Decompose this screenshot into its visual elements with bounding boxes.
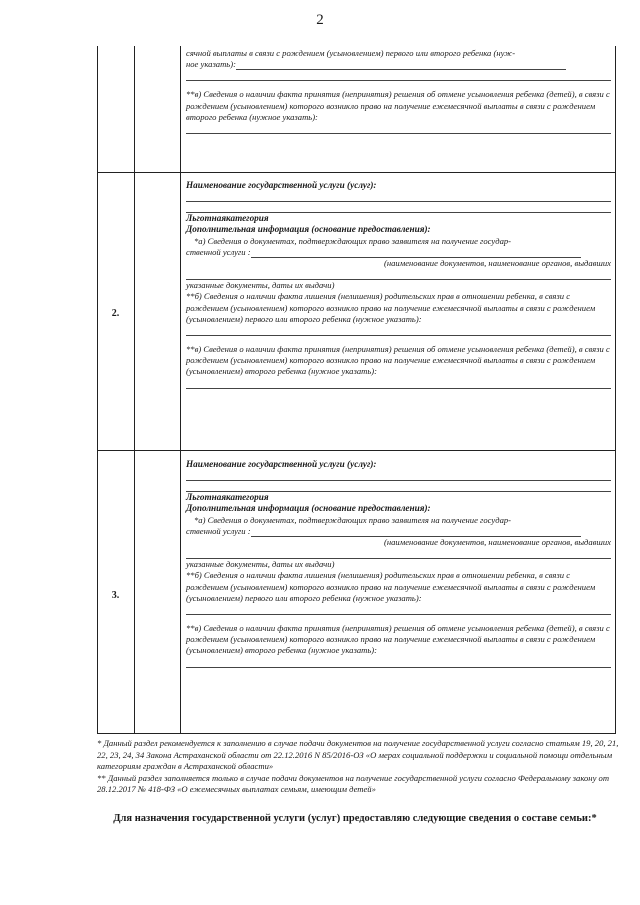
row-3-b-blank-line[interactable]	[186, 604, 611, 615]
row-2-service-field-2[interactable]	[186, 202, 611, 213]
footnote-1: * Данный раздел рекомендуется к заполнению в случае подачи документов на получение государственной услуги согласно статьям 19, 20, 21, 22, 23, 24, 34 Закона Астраханской области от 22.12.2016 N 85/2016-ОЗ «О мерах социальной поддержки и социальной помощи отдельным категориям граждан в Астраханской области»	[97, 738, 619, 771]
row-1-line-1: сячной выплаты в связи с рождением (усыновлением) первого или второго ребенка (нуж-	[186, 48, 516, 58]
row-2-b-blank-line[interactable]	[186, 325, 611, 336]
row-3-content	[186, 459, 611, 668]
row-3-documents-field[interactable]	[251, 527, 581, 537]
row-3-service-field[interactable]	[186, 470, 611, 481]
row-3-para-a-line-3: указанные документы, даты их выдачи)	[186, 559, 335, 570]
row-3-para-a-line-1: *а) Сведения о документах, подтверждающих право заявителя на получение государ-	[194, 514, 512, 525]
row-2-service-field[interactable]	[186, 191, 611, 202]
row-2-para-a-line-1: *а) Сведения о документах, подтверждающих право заявителя на получение государ-	[194, 235, 512, 246]
row-3-para-a-hint: (наименование документов, наименование органов, выдавших	[384, 537, 611, 548]
row-2-number: 2.	[111, 308, 120, 319]
row-3-number: 3.	[111, 590, 120, 601]
row-2-content	[186, 180, 611, 389]
row-3-extra-info-label: Дополнительная информация (основание предоставления):	[186, 503, 431, 514]
row-1-line-2: ное указать):	[186, 59, 236, 70]
row-3-c-blank-line[interactable]	[186, 657, 611, 668]
row-2-extra-info-label: Дополнительная информация (основание предоставления):	[186, 224, 431, 235]
row-3-paragraph-b: **б) Сведения о наличии факта лишения (нелишения) родительских прав в отношении ребенка, в связи с рождением (усыновлением) которого возникло право на получение ежемесячной выплаты в связи с рождением (усыновлением) первого или второго ребенка (нужное указать):	[186, 570, 596, 603]
row-1-paragraph-c: **в) Сведения о наличии факта принятия (непринятия) решения об отмене усыновления ребенка (детей), в связи с рождением (усыновлением) которого возникло право на получение ежемесячной выплаты в связи с рождением второго ребенка (нужное указать):	[186, 89, 610, 122]
row-2-documents-field-2[interactable]	[186, 269, 611, 280]
row-1-content	[186, 48, 611, 134]
row-3-documents-field-2[interactable]	[186, 548, 611, 559]
row-2-para-a-line-3: указанные документы, даты их выдачи)	[186, 280, 335, 291]
row-1-c-blank-line[interactable]	[186, 123, 611, 134]
row-2-para-a-hint: (наименование документов, наименование органов, выдавших	[384, 258, 611, 269]
footnotes	[97, 738, 619, 796]
row-2-paragraph-c: **в) Сведения о наличии факта принятия (непринятия) решения об отмене усыновления ребенка (детей), в связи с рождением (усыновлением) которого возникло право на получение ежемесячной выплаты в связи с рождением (усыновлением) второго ребенка (нужное указать):	[186, 344, 610, 377]
row-2-para-a-line-2: ственной услуги :	[186, 246, 251, 257]
row-1-blank-line[interactable]	[186, 70, 611, 81]
row-3-para-a-line-2: ственной услуги :	[186, 525, 251, 536]
row-2-category-label: Льготнаякатегория	[186, 213, 269, 224]
family-composition-heading: Для назначения государственной услуги (услуг) предоставляю следующие сведения о составе семьи:*	[113, 813, 597, 824]
row-3-category-label: Льготнаякатегория	[186, 492, 269, 503]
page-number: 2	[316, 12, 324, 28]
row-3-paragraph-c: **в) Сведения о наличии факта принятия (непринятия) решения об отмене усыновления ребенка (детей), в связи с рождением (усыновлением) которого возникло право на получение ежемесячной выплаты в связи с рождением (усыновлением) второго ребенка (нужное указать):	[186, 623, 610, 656]
application-form-table	[97, 46, 616, 734]
footnote-2: ** Данный раздел заполняется только в случае подачи документов на получение государственной услуги согласно Федеральному закону от 28.12.2017 № 418-ФЗ «О ежемесячных выплатах семьям, имеющим детей»	[97, 772, 610, 794]
row-2-c-blank-line[interactable]	[186, 378, 611, 389]
row-3-service-label: Наименование государственной услуги (услуг):	[186, 459, 377, 469]
row-3-service-field-2[interactable]	[186, 481, 611, 492]
row-2-service-label: Наименование государственной услуги (услуг):	[186, 180, 377, 190]
row-2-documents-field[interactable]	[251, 248, 581, 258]
row-2-paragraph-b: **б) Сведения о наличии факта лишения (нелишения) родительских прав в отношении ребенка, в связи с рождением (усыновлением) которого возникло право на получение ежемесячной выплаты в связи с рождением (усыновлением) первого или второго ребенка (нужное указать):	[186, 291, 596, 324]
row-1-fill-field[interactable]	[236, 60, 566, 70]
